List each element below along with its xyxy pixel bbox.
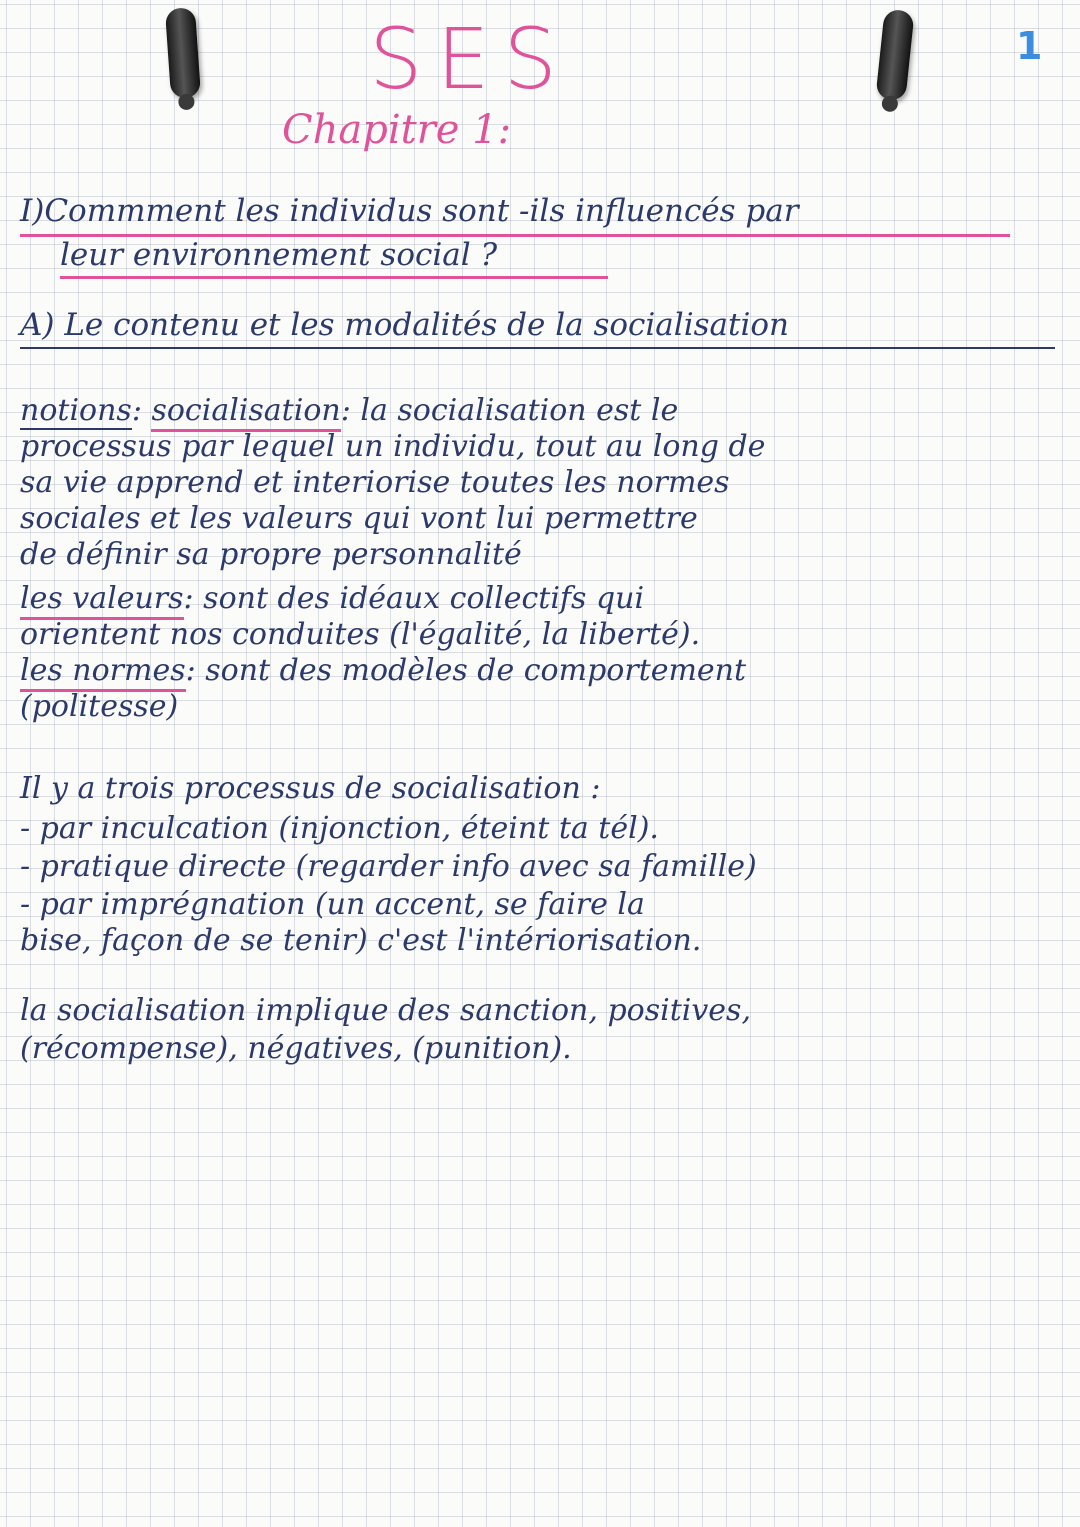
sanctions-line1: la socialisation implique des sanction, positives, <box>20 993 751 1028</box>
binder-ring-right-icon <box>875 9 914 102</box>
notions-line8-rest: : sont des modèles de comportement <box>185 653 747 688</box>
notions-line1-rest: : la socialisation est le <box>340 393 679 428</box>
notions-line6-rest: : sont des idéaux collectifs qui <box>183 581 645 616</box>
process-item-impregnation: - par imprégnation (un accent, se faire la <box>20 887 645 922</box>
process-item-impregnation-cont: bise, façon de se tenir) c'est l'intériorisation. <box>20 923 702 958</box>
term-socialisation: socialisation <box>151 393 340 432</box>
binder-ring-left-icon <box>165 7 201 99</box>
subsection-heading-underline <box>20 347 1055 349</box>
notions-line2: processus par lequel un individu, tout au long de <box>20 429 766 464</box>
process-item-pratique-directe: - pratique directe (regarder info avec sa famille) <box>20 849 757 884</box>
sanctions-line2: (récompense), négatives, (punition). <box>20 1031 572 1066</box>
section-heading-underline-2 <box>60 276 608 279</box>
section-heading-line1: I)Commment les individus sont -ils influencés par <box>20 193 799 229</box>
notions-line8 <box>20 654 746 688</box>
notions-line1: notions: socialisation: la socialisation est le <box>20 394 678 428</box>
notions-line4: sociales et les valeurs qui vont lui permettre <box>20 501 698 536</box>
notions-line3: sa vie apprend et interiorise toutes les normes <box>20 465 730 500</box>
term-normes: les normes <box>20 653 186 692</box>
chapter-subtitle: Chapitre 1: <box>282 107 512 153</box>
notions-line6 <box>20 582 644 616</box>
notions-line5: de définir sa propre personnalité <box>20 537 522 572</box>
page-title: SES <box>369 10 571 108</box>
term-valeurs: les valeurs <box>20 581 184 620</box>
process-item-inculcation: - par inculcation (injonction, éteint ta tél). <box>20 811 659 846</box>
notions-label: notions <box>20 393 132 428</box>
notions-line7: orientent nos conduites (l'égalité, la liberté). <box>20 617 701 652</box>
page-number: 1 <box>1016 24 1043 68</box>
section-heading-line2: leur environnement social ? <box>60 237 498 273</box>
notions-line9: (politesse) <box>20 689 179 724</box>
processes-intro: Il y a trois processus de socialisation : <box>20 771 601 806</box>
subsection-heading: A) Le contenu et les modalités de la socialisation <box>20 307 790 343</box>
